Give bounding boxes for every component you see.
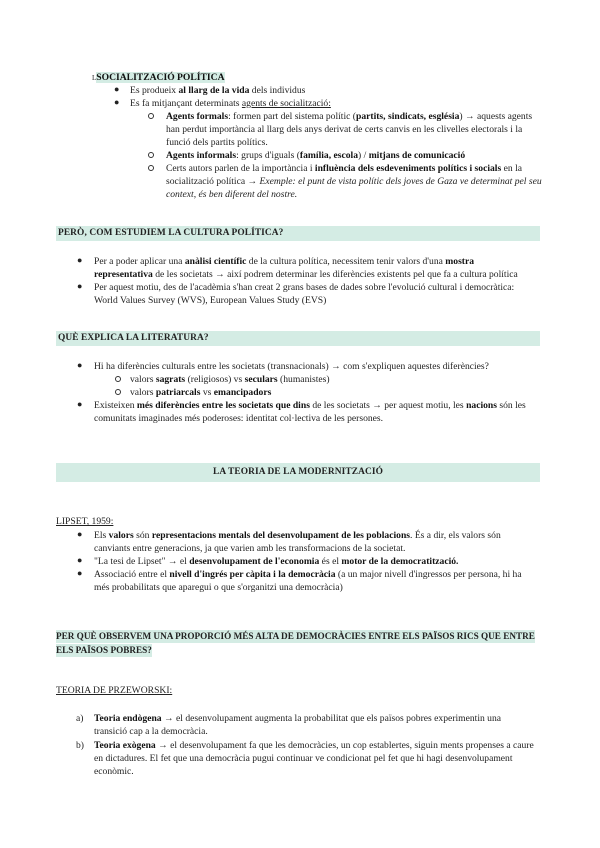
section-heading: PERÒ, COM ESTUDIEM LA CULTURA POLÍTICA? bbox=[58, 228, 284, 238]
bullet-icon: ● bbox=[114, 84, 120, 94]
list-item-continuation: socialització política → Exemple: el punt de vista polític dels joves de Gaza ve determinat pel seu bbox=[166, 176, 542, 187]
bullet-icon: ● bbox=[77, 529, 83, 539]
list-item: Es fa mitjançant determinats agents de socialització: bbox=[130, 98, 331, 109]
section-heading-bar bbox=[56, 226, 540, 241]
list-item: "La tesi de Lipset" → el desenvolupament de l'economia és el motor de la democratització. bbox=[94, 556, 459, 567]
list-item: Els valors són representacions mentals del desenvolupament de les poblacions. És a dir, els valors són bbox=[94, 530, 501, 541]
list-item: Hi ha diferències culturals entre les societats (transnacionals) → com s'expliquen aquestes diferències? bbox=[94, 361, 489, 372]
list-item-continuation: transició cap a la democràcia. bbox=[94, 726, 208, 737]
circle-bullet-icon bbox=[148, 152, 154, 158]
bullet-icon: ● bbox=[114, 97, 120, 107]
list-item: valors sagrats (religiosos) vs seculars (humanistes) bbox=[130, 374, 330, 385]
list-item-continuation: context, és ben diferent del nostre. bbox=[166, 189, 298, 200]
list-item-continuation: econòmic. bbox=[94, 766, 134, 777]
circle-bullet-icon bbox=[148, 165, 154, 171]
list-marker: a) bbox=[76, 713, 84, 724]
bullet-icon: ● bbox=[77, 555, 83, 565]
list-item: Associació entre el nivell d'ingrés per càpita i la democràcia (a un major nivell d'ingressos per persona, hi ha bbox=[94, 569, 522, 580]
list-marker: b) bbox=[76, 740, 84, 751]
list-item: Teoria exògena → el desenvolupament fa que les democràcies, un cop establertes, siguin ments propenses a caure bbox=[94, 740, 534, 751]
list-item: valors patriarcals vs emancipadors bbox=[130, 387, 272, 398]
list-item: Certs autors parlen de la importància i influència dels esdeveniments polítics i socials en la bbox=[166, 163, 522, 174]
list-item-continuation: en dictadures. El fet que una democràcia pugui continuar ve condicionat pel fet que hi hagi desenvolupament bbox=[94, 753, 513, 764]
section-heading-bar bbox=[56, 331, 540, 346]
list-item-continuation: han perdut importància al llarg dels anys derivat de certs canvis en les clivelles electorals i la bbox=[166, 124, 523, 135]
list-item-continuation: canviants entre generacions, ja que varien amb les transformacions de la societat. bbox=[94, 543, 406, 554]
section-heading: QUÈ EXPLICA LA LITERATURA? bbox=[58, 333, 209, 343]
section-heading-bar bbox=[56, 463, 540, 482]
list-item: Existeixen més diferències entre les societats que dins de les societats → per aquest motiu, les nacions són les bbox=[94, 400, 526, 411]
bullet-icon: ● bbox=[77, 360, 83, 370]
circle-bullet-icon bbox=[115, 389, 121, 395]
list-item-continuation: representativa de les societats → així podrem determinar les diferències existents pel que fa a cultura política bbox=[94, 269, 518, 280]
subheading: LIPSET, 1959: bbox=[56, 516, 114, 527]
list-item: Teoria endògena → el desenvolupament augmenta la probabilitat que els països pobres experimentin una bbox=[94, 713, 502, 724]
list-item-continuation: comunitats imaginades més poderoses: identitat col·lectiva de les persones. bbox=[94, 413, 384, 424]
list-item: Per a poder aplicar una anàlisi científic de la cultura política, necessitem tenir valors d'una mostra bbox=[94, 256, 475, 267]
bullet-icon: ● bbox=[77, 281, 83, 291]
list-item: Agents informals: grups d'iguals (família, escola) / mitjans de comunicació bbox=[166, 150, 466, 161]
list-item-continuation: funció dels partits polítics. bbox=[166, 137, 268, 148]
circle-bullet-icon bbox=[115, 376, 121, 382]
circle-bullet-icon bbox=[148, 113, 154, 119]
list-item-continuation: més probabilitats que aparegui o que s'organitzi una democràcia) bbox=[94, 582, 343, 593]
section-heading: LA TEORIA DE LA MODERNITZACIÓ bbox=[213, 467, 383, 477]
section-title-socialitzacio: LSOCIALITZACIÓ POLÍTICA bbox=[92, 72, 225, 83]
list-item: Per aquest motiu, des de l'acadèmia s'han creat 2 grans bases de dades sobre l'evolució cultural i democràtica: bbox=[94, 282, 515, 293]
bullet-icon: ● bbox=[77, 255, 83, 265]
bullet-icon: ● bbox=[77, 568, 83, 578]
list-item: Agents formals: formen part del sistema polític (partits, sindicats, església) → aquests agents bbox=[166, 111, 533, 122]
list-item: Es produeix al llarg de la vida dels individus bbox=[130, 85, 306, 96]
list-item-continuation: World Values Survey (WVS), European Values Study (EVS) bbox=[94, 295, 327, 306]
question-heading: PER QUÈ OBSERVEM UNA PROPORCIÓ MÉS ALTA DE DEMOCRÀCIES ENTRE ELS PAÏSOS RICS QUE ENTRE ELS PAÏSOS POBRES? bbox=[56, 631, 535, 655]
bullet-icon: ● bbox=[77, 399, 83, 409]
subheading: TEORIA DE PRZEWORSKI: bbox=[56, 685, 173, 696]
